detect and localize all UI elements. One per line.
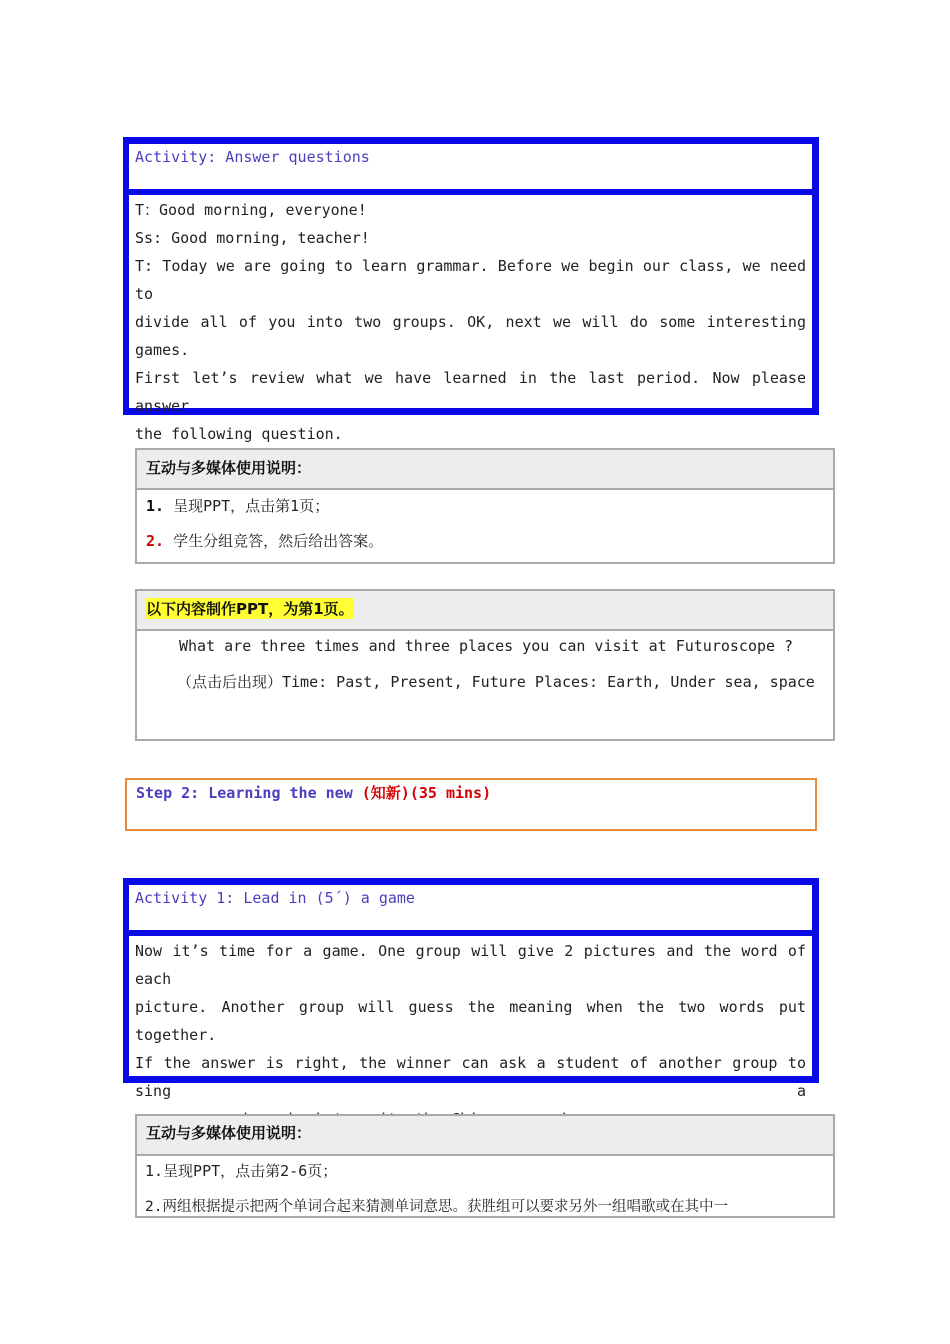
activity-answer-title: Activity: Answer questions (135, 148, 370, 166)
activity-line: picture. Another group will guess the meaning when the two words put together. (135, 998, 806, 1044)
notes-2-header (137, 1116, 833, 1156)
notes-1-header (137, 450, 833, 490)
activity-answer-box (123, 137, 819, 443)
activity-answer-header (129, 144, 812, 195)
dialogue-line: the following question. (135, 425, 343, 443)
activity-lead-title: Activity 1: Lead in (5´) a game (135, 889, 415, 907)
ppt-answer: （点击后出现）Time: Past, Present, Future Places: Earth, Under sea, space (177, 673, 815, 691)
notes-1-item: 1. 呈现PPT，点击第1页； (146, 497, 330, 515)
notes-2-item: 2.两组根据提示把两个单词合起来猜测单词意思。获胜组可以要求另外一组唱歌或在其中一 (145, 1199, 728, 1215)
multimedia-notes-2 (135, 1114, 835, 1218)
activity-answer-body (135, 196, 806, 448)
dialogue-line: Ss: Good morning, teacher! (135, 229, 370, 247)
activity-line: If the answer is right, the winner can ask a student of another group to sing a (135, 1054, 806, 1100)
step-2-box (125, 778, 817, 831)
ppt-page-1-title: 以下内容制作PPT，为第1页。 (146, 600, 354, 618)
ppt-page-1-box (135, 589, 835, 741)
dialogue-line: T: Today we are going to learn grammar. Before we begin our class, we need to (135, 257, 806, 303)
activity-lead-box (123, 878, 819, 1100)
activity-lead-header (129, 885, 812, 936)
dialogue-line: divide all of you into two groups. OK, next we will do some interesting games. (135, 313, 806, 359)
notes-2-title: 互动与多媒体使用说明： (146, 1124, 312, 1142)
activity-line: Now it’s time for a game. One group will give 2 pictures and the word of each (135, 942, 806, 988)
step-2-title: Step 2: Learning the new (知新)(35 mins) (136, 784, 492, 802)
dialogue-line: First let’s review what we have learned in the last period. Now please answer (135, 369, 806, 415)
notes-2-item: 1.呈现PPT，点击第2-6页； (145, 1162, 338, 1180)
dialogue-line: T：Good morning, everyone! (135, 201, 367, 219)
ppt-question: What are three times and three places you can visit at Futuroscope ? (179, 637, 794, 655)
notes-1-title: 互动与多媒体使用说明： (146, 459, 312, 477)
notes-1-item: 2. 学生分组竞答，然后给出答案。 (146, 532, 384, 550)
ppt-page-1-header (137, 591, 833, 631)
multimedia-notes-1 (135, 448, 835, 564)
activity-lead-body (135, 937, 806, 1133)
